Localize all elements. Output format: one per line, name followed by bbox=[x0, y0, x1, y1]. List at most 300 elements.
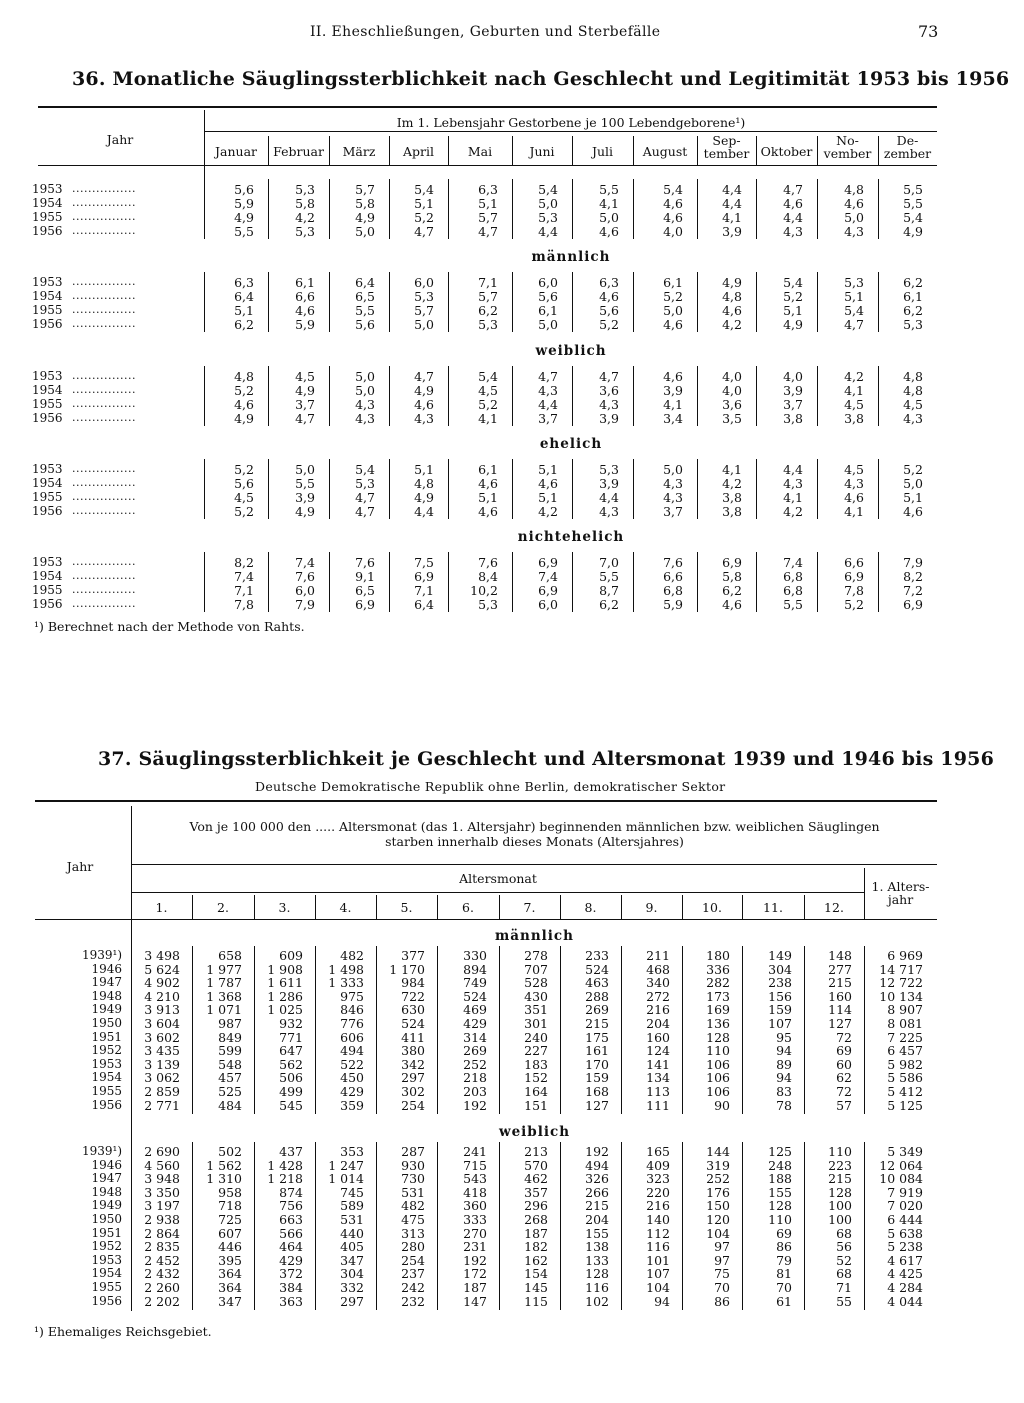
table37-cell: 707 bbox=[524, 961, 548, 977]
table37-cell: 1 908 bbox=[267, 961, 303, 977]
table36-cell: 4,6 bbox=[414, 397, 434, 412]
table37-cell: 61 bbox=[776, 1293, 792, 1309]
table36-cell: 4,9 bbox=[355, 210, 375, 225]
table37-cell: 204 bbox=[585, 1212, 609, 1227]
table37-cell: 192 bbox=[463, 1097, 487, 1113]
table37-cell: 543 bbox=[463, 1171, 487, 1187]
table37-cell: 771 bbox=[279, 1029, 303, 1045]
table36-span-header: Im 1. Lebensjahr Gestorbene je 100 Lebendgeborene¹) bbox=[396, 115, 746, 130]
table36-year-label: 1954 bbox=[32, 289, 63, 303]
table36-leader-dots: ................ bbox=[72, 504, 136, 517]
table36-cell: 5,5 bbox=[903, 182, 923, 197]
table36-cell: 4,1 bbox=[663, 397, 683, 412]
table37-year-label: 1949 bbox=[91, 1002, 122, 1017]
table36-cell: 4,2 bbox=[783, 504, 803, 519]
table37-cell: 2 771 bbox=[144, 1097, 180, 1113]
table37-cell: 106 bbox=[706, 1084, 730, 1099]
table37-cell: 330 bbox=[463, 948, 487, 963]
table37-altersjahr-header: 1. Alters- jahr bbox=[871, 879, 930, 907]
table37-cell: 609 bbox=[279, 948, 303, 963]
table37-month-header: 9. bbox=[645, 900, 658, 915]
table36-cell: 4,9 bbox=[903, 224, 923, 239]
table37-cell: 3 604 bbox=[144, 1016, 180, 1031]
table36-cell: 5,1 bbox=[844, 289, 864, 304]
table37-cell: 172 bbox=[463, 1266, 487, 1282]
table36-cell: 6,4 bbox=[414, 597, 434, 612]
table36-cell: 4,6 bbox=[599, 224, 619, 239]
table36-year-label: 1953 bbox=[32, 369, 63, 383]
table36-cell: 5,2 bbox=[478, 397, 498, 412]
table37-cell: 1 333 bbox=[328, 975, 364, 991]
table37-cell: 482 bbox=[340, 948, 364, 963]
table37-subtitle: Deutsche Demokratische Republik ohne Berlin, demokratischer Sektor bbox=[255, 779, 726, 794]
table37-cell: 874 bbox=[279, 1184, 303, 1200]
table36-cell: 3,8 bbox=[722, 490, 742, 505]
table36-year-label: 1954 bbox=[32, 476, 63, 490]
table36-cell: 4,4 bbox=[722, 196, 742, 211]
table37-span-rule bbox=[132, 864, 937, 865]
table37-cell: 429 bbox=[279, 1252, 303, 1268]
table36-cell: 6,1 bbox=[478, 462, 498, 477]
table36-cell: 4,0 bbox=[783, 369, 803, 384]
table36-cell: 3,6 bbox=[599, 383, 619, 398]
table37-cell: 106 bbox=[706, 1056, 730, 1072]
table36-month-header: Januar bbox=[215, 144, 257, 159]
table36-cell: 4,3 bbox=[538, 383, 558, 398]
table37-year-label: 1948 bbox=[91, 1184, 122, 1199]
table37-cell: 437 bbox=[279, 1144, 303, 1159]
table37-cell: 304 bbox=[340, 1266, 364, 1282]
table36-cell: 6,0 bbox=[538, 275, 558, 290]
table37-cell: 4 902 bbox=[144, 975, 180, 991]
table37-cell: 6 969 bbox=[887, 948, 923, 963]
table37-cell: 372 bbox=[279, 1266, 303, 1282]
table37-cell: 301 bbox=[524, 1016, 548, 1031]
table36-cell: 5,4 bbox=[783, 275, 803, 290]
table37-title: 37. Säuglingssterblichkeit je Geschlecht und Altersmonat 1939 und 1946 bis 1956 bbox=[98, 748, 994, 770]
table37-cell: 3 350 bbox=[144, 1184, 180, 1200]
table37-cell: 248 bbox=[768, 1157, 792, 1173]
table36-cell: 9,1 bbox=[355, 569, 375, 584]
table37-cell: 144 bbox=[706, 1144, 730, 1159]
table37-cell: 180 bbox=[706, 948, 730, 963]
table37-cell: 161 bbox=[585, 1043, 609, 1059]
table37-cell: 1 286 bbox=[267, 988, 303, 1004]
table37-cell: 418 bbox=[463, 1184, 487, 1200]
table36-cell: 6,6 bbox=[663, 569, 683, 584]
table37-cell: 107 bbox=[646, 1266, 670, 1282]
table36-cell: 4,7 bbox=[478, 224, 498, 239]
table36-cell: 5,0 bbox=[538, 317, 558, 332]
table37-cell: 987 bbox=[218, 1016, 242, 1031]
table36-cell: 5,0 bbox=[599, 210, 619, 225]
table37-cell: 133 bbox=[585, 1252, 609, 1268]
table37-cell: 68 bbox=[836, 1266, 852, 1282]
table36-top-rule-2 bbox=[38, 107, 937, 108]
table36-cell: 4,6 bbox=[663, 210, 683, 225]
table37-cell: 78 bbox=[776, 1097, 792, 1113]
table36-cell: 5,3 bbox=[355, 476, 375, 491]
table37-cell: 405 bbox=[340, 1239, 364, 1255]
table37-cell: 2 260 bbox=[144, 1280, 180, 1295]
table36-cell: 3,7 bbox=[663, 504, 683, 519]
table37-cell: 647 bbox=[279, 1043, 303, 1059]
table37-year-label: 1953 bbox=[91, 1056, 122, 1071]
table37-cell: 342 bbox=[401, 1056, 425, 1072]
table37-span-header-1: Von je 100 000 den ..... Altersmonat (das 1. Altersjahr) beginnenden männlichen bzw. weiblichen Säuglingen bbox=[189, 819, 880, 834]
table36-cell: 3,7 bbox=[538, 411, 558, 426]
table37-cell: 106 bbox=[706, 1070, 730, 1086]
table37-cell: 241 bbox=[463, 1144, 487, 1159]
table37-cell: 270 bbox=[463, 1225, 487, 1241]
table36-cell: 5,1 bbox=[903, 490, 923, 505]
table36-cell: 6,2 bbox=[234, 317, 254, 332]
table37-cell: 351 bbox=[524, 1002, 548, 1018]
table37-cell: 630 bbox=[401, 1002, 425, 1018]
table37-cell: 745 bbox=[340, 1184, 364, 1200]
table37-year-label: 1952 bbox=[91, 1043, 122, 1058]
table36-leader-dots: ................ bbox=[72, 411, 136, 424]
table37-cell: 440 bbox=[340, 1225, 364, 1241]
table37-month-header: 11. bbox=[763, 900, 783, 915]
table37-cell: 1 310 bbox=[206, 1171, 242, 1187]
table36-cell: 6,3 bbox=[599, 275, 619, 290]
table36-cell: 6,1 bbox=[538, 303, 558, 318]
table37-cell: 188 bbox=[768, 1171, 792, 1187]
table36-cell: 5,2 bbox=[663, 289, 683, 304]
table37-cell: 173 bbox=[706, 988, 730, 1004]
table36-cell: 5,0 bbox=[414, 317, 434, 332]
table36-cell: 4,6 bbox=[538, 476, 558, 491]
table37-cell: 663 bbox=[279, 1212, 303, 1227]
table36-cell: 4,0 bbox=[722, 369, 742, 384]
table36-cell: 5,1 bbox=[234, 303, 254, 318]
table37-cell: 288 bbox=[585, 988, 609, 1004]
table37-cell: 287 bbox=[401, 1144, 425, 1159]
table36-cell: 4,3 bbox=[355, 397, 375, 412]
table37-cell: 3 498 bbox=[144, 948, 180, 963]
table36-cell: 5,4 bbox=[903, 210, 923, 225]
table36-month-header: April bbox=[403, 144, 434, 159]
table37-cell: 72 bbox=[836, 1029, 852, 1045]
table36-year-label: 1956 bbox=[32, 504, 63, 518]
table36-cell: 5,9 bbox=[663, 597, 683, 612]
table36-cell: 6,9 bbox=[538, 583, 558, 598]
table37-cell: 5 982 bbox=[887, 1056, 923, 1072]
table37-cell: 2 835 bbox=[144, 1239, 180, 1255]
table36-cell: 5,2 bbox=[414, 210, 434, 225]
table36-leader-dots: ................ bbox=[72, 397, 136, 410]
table37-cell: 211 bbox=[646, 948, 670, 963]
table36-cell: 10,2 bbox=[470, 583, 498, 598]
table37-year-label: 1949 bbox=[91, 1198, 122, 1213]
table37-cell: 282 bbox=[706, 975, 730, 991]
table37-year-label: 1948 bbox=[91, 988, 122, 1003]
table37-cell: 506 bbox=[279, 1070, 303, 1086]
table37-cell: 204 bbox=[646, 1016, 670, 1031]
table36-cell: 5,6 bbox=[538, 289, 558, 304]
table37-year-label: 1954 bbox=[91, 1266, 122, 1281]
table37-year-label: 1956 bbox=[91, 1293, 122, 1308]
table36-span-rule bbox=[205, 131, 937, 132]
table36-cell: 5,6 bbox=[234, 476, 254, 491]
table37-cell: 3 197 bbox=[144, 1198, 180, 1214]
table37-cell: 128 bbox=[828, 1184, 852, 1200]
table37-year-header: Jahr bbox=[66, 859, 94, 874]
table37-cell: 160 bbox=[828, 988, 852, 1004]
table37-cell: 187 bbox=[463, 1280, 487, 1295]
table36-cell: 5,3 bbox=[478, 317, 498, 332]
table37-cell: 89 bbox=[776, 1056, 792, 1072]
table37-cell: 151 bbox=[524, 1097, 548, 1113]
table36-leader-dots: ................ bbox=[72, 196, 136, 209]
table36-leader-dots: ................ bbox=[72, 224, 136, 237]
table37-cell: 125 bbox=[768, 1144, 792, 1159]
table37-cell: 384 bbox=[279, 1280, 303, 1295]
table37-cell: 227 bbox=[524, 1043, 548, 1059]
table37-cell: 4 284 bbox=[887, 1280, 923, 1295]
table37-year-label: 1947 bbox=[91, 975, 122, 990]
table37-cell: 846 bbox=[340, 1002, 364, 1018]
table36-leader-dots: ................ bbox=[72, 182, 136, 195]
table36-cell: 4,4 bbox=[414, 504, 434, 519]
table36-cell: 4,1 bbox=[722, 210, 742, 225]
table36-cell: 7,2 bbox=[903, 583, 923, 598]
table36-cell: 5,2 bbox=[903, 462, 923, 477]
table37-cell: 1 428 bbox=[267, 1157, 303, 1173]
table36-cell: 7,8 bbox=[234, 597, 254, 612]
table36-leader-dots: ................ bbox=[72, 569, 136, 582]
table37-cell: 2 938 bbox=[144, 1212, 180, 1227]
table37-cell: 4 210 bbox=[144, 988, 180, 1004]
table37-month-header: 1. bbox=[155, 900, 168, 915]
table37-cell: 97 bbox=[714, 1239, 730, 1255]
table36-section-label: nichtehelich bbox=[517, 529, 625, 545]
table37-month-header: 2. bbox=[217, 900, 229, 915]
table36-cell: 4,9 bbox=[234, 411, 254, 426]
table37-cell: 463 bbox=[585, 975, 609, 991]
table36-cell: 4,6 bbox=[478, 476, 498, 491]
table37-cell: 482 bbox=[401, 1198, 425, 1214]
table37-cell: 469 bbox=[463, 1002, 487, 1018]
table37-year-label: 1946 bbox=[91, 1157, 122, 1172]
table36-cell: 5,7 bbox=[478, 210, 498, 225]
table36-cell: 6,2 bbox=[478, 303, 498, 318]
table36-cell: 7,8 bbox=[844, 583, 864, 598]
table36-cell: 5,3 bbox=[903, 317, 923, 332]
table37-cell: 5 412 bbox=[887, 1084, 923, 1099]
table36-cell: 4,3 bbox=[355, 411, 375, 426]
table36-cell: 4,6 bbox=[599, 289, 619, 304]
table37-altersmonat-rule bbox=[132, 892, 864, 893]
table37-cell: 69 bbox=[836, 1043, 852, 1059]
table36-cell: 4,2 bbox=[295, 210, 315, 225]
table36-cell: 5,7 bbox=[355, 182, 375, 197]
table36-cell: 5,1 bbox=[783, 303, 803, 318]
table37-cell: 71 bbox=[836, 1280, 852, 1295]
table37-cell: 101 bbox=[646, 1252, 670, 1268]
table36-cell: 5,3 bbox=[295, 182, 315, 197]
table37-cell: 411 bbox=[401, 1029, 425, 1045]
table36-cell: 4,5 bbox=[903, 397, 923, 412]
table36-cell: 4,8 bbox=[722, 289, 742, 304]
table37-cell: 231 bbox=[463, 1239, 487, 1255]
table37-cell: 94 bbox=[776, 1043, 792, 1059]
table37-section-label: männlich bbox=[495, 928, 574, 944]
table36-cell: 4,3 bbox=[844, 224, 864, 239]
table37-cell: 175 bbox=[585, 1029, 609, 1045]
table37-cell: 5 238 bbox=[887, 1239, 923, 1255]
table36-cell: 5,3 bbox=[295, 224, 315, 239]
table36-cell: 7,1 bbox=[234, 583, 254, 598]
table37-cell: 353 bbox=[340, 1144, 364, 1159]
table37-cell: 545 bbox=[279, 1097, 303, 1113]
table37-header-bottom-rule bbox=[35, 919, 937, 920]
table36-cell: 4,4 bbox=[599, 490, 619, 505]
table36-cell: 5,8 bbox=[355, 196, 375, 211]
table37-year-label: 1950 bbox=[91, 1016, 122, 1030]
table37-cell: 749 bbox=[463, 975, 487, 991]
table37-cell: 232 bbox=[401, 1293, 425, 1309]
table36-header-bottom-rule bbox=[38, 165, 937, 166]
table36-cell: 4,9 bbox=[414, 383, 434, 398]
table36-year-label: 1956 bbox=[32, 597, 63, 611]
table37-cell: 165 bbox=[646, 1144, 670, 1159]
table36-cell: 5,7 bbox=[414, 303, 434, 318]
table36-cell: 5,8 bbox=[295, 196, 315, 211]
table37-cell: 159 bbox=[585, 1070, 609, 1086]
table37-cell: 12 064 bbox=[879, 1157, 923, 1173]
table37-cell: 128 bbox=[585, 1266, 609, 1282]
table37-cell: 220 bbox=[646, 1184, 670, 1200]
table36-cell: 4,5 bbox=[844, 462, 864, 477]
table37-cell: 363 bbox=[279, 1293, 303, 1309]
table36-cell: 7,9 bbox=[903, 555, 923, 570]
table36-cell: 4,6 bbox=[722, 303, 742, 318]
table37-cell: 313 bbox=[401, 1225, 425, 1241]
table36-cell: 4,6 bbox=[478, 504, 498, 519]
table36-cell: 4,5 bbox=[234, 490, 254, 505]
table37-cell: 4 617 bbox=[887, 1252, 923, 1268]
table36-month-header: Sep- tember bbox=[703, 133, 750, 161]
table36-cell: 4,8 bbox=[234, 369, 254, 384]
table36-cell: 7,4 bbox=[538, 569, 558, 584]
table37-cell: 127 bbox=[828, 1016, 852, 1031]
table36-cell: 5,4 bbox=[844, 303, 864, 318]
table37-cell: 168 bbox=[585, 1084, 609, 1099]
table36-cell: 7,6 bbox=[478, 555, 498, 570]
table36-cell: 4,6 bbox=[234, 397, 254, 412]
table37-cell: 70 bbox=[776, 1280, 792, 1295]
table37-cell: 110 bbox=[768, 1212, 792, 1227]
table37-cell: 2 452 bbox=[144, 1252, 180, 1268]
table36-cell: 4,5 bbox=[295, 369, 315, 384]
table36-cell: 4,6 bbox=[722, 597, 742, 612]
table37-cell: 90 bbox=[714, 1097, 730, 1113]
table37-cell: 159 bbox=[768, 1002, 792, 1018]
table36-cell: 5,5 bbox=[234, 224, 254, 239]
table37-cell: 233 bbox=[585, 948, 609, 963]
table37-cell: 502 bbox=[218, 1144, 242, 1159]
table36-cell: 7,6 bbox=[663, 555, 683, 570]
table37-cell: 524 bbox=[585, 961, 609, 977]
table36-leader-dots: ................ bbox=[72, 275, 136, 288]
table36-cell: 4,7 bbox=[414, 224, 434, 239]
table37-cell: 364 bbox=[218, 1280, 242, 1295]
table37-cell: 182 bbox=[524, 1239, 548, 1255]
table37-cell: 5 638 bbox=[887, 1225, 923, 1241]
table37-cell: 62 bbox=[836, 1070, 852, 1086]
table37-cell: 297 bbox=[340, 1293, 364, 1309]
table37-cell: 127 bbox=[585, 1097, 609, 1113]
table37-cell: 894 bbox=[463, 961, 487, 977]
table36-footnote: ¹) Berechnet nach der Methode von Rahts. bbox=[34, 619, 305, 634]
table37-cell: 958 bbox=[218, 1184, 242, 1200]
table37-cell: 70 bbox=[714, 1280, 730, 1295]
table37-cell: 278 bbox=[524, 948, 548, 963]
table36-cell: 7,1 bbox=[478, 275, 498, 290]
table37-cell: 1 247 bbox=[328, 1157, 364, 1173]
table36-cell: 4,3 bbox=[414, 411, 434, 426]
table36-cell: 3,7 bbox=[295, 397, 315, 412]
table36-cell: 5,0 bbox=[538, 196, 558, 211]
table37-cell: 52 bbox=[836, 1252, 852, 1268]
table36-cell: 4,8 bbox=[844, 182, 864, 197]
table37-cell: 725 bbox=[218, 1212, 242, 1227]
table36-leader-dots: ................ bbox=[72, 555, 136, 568]
table37-cell: 5 349 bbox=[887, 1144, 923, 1159]
table37-cell: 1 071 bbox=[206, 1002, 242, 1018]
table37-cell: 570 bbox=[524, 1157, 548, 1173]
table36-cell: 4,7 bbox=[783, 182, 803, 197]
table37-cell: 323 bbox=[646, 1171, 670, 1187]
table36-cell: 7,6 bbox=[355, 555, 375, 570]
table37-cell: 6 457 bbox=[887, 1043, 923, 1059]
table36-cell: 4,6 bbox=[903, 504, 923, 519]
table36-cell: 5,2 bbox=[234, 462, 254, 477]
table37-cell: 277 bbox=[828, 961, 852, 977]
table37-cell: 215 bbox=[828, 975, 852, 991]
table36-cell: 6,5 bbox=[355, 583, 375, 598]
table37-cell: 2 690 bbox=[144, 1144, 180, 1159]
table37-cell: 524 bbox=[401, 1016, 425, 1031]
table37-cell: 525 bbox=[218, 1084, 242, 1099]
table36-title: 36. Monatliche Säuglingssterblichkeit nach Geschlecht und Legitimität 1953 bis 1956 bbox=[72, 68, 1010, 90]
table37-cell: 149 bbox=[768, 948, 792, 963]
table36-cell: 4,4 bbox=[538, 397, 558, 412]
table36-cell: 4,6 bbox=[663, 196, 683, 211]
table36-cell: 5,6 bbox=[355, 317, 375, 332]
table37-cell: 7 225 bbox=[887, 1029, 923, 1045]
table36-cell: 5,0 bbox=[844, 210, 864, 225]
table36-cell: 4,7 bbox=[538, 369, 558, 384]
table37-cell: 3 062 bbox=[144, 1070, 180, 1086]
table37-cell: 14 717 bbox=[879, 961, 923, 977]
table37-cell: 147 bbox=[463, 1293, 487, 1309]
table37-month-header: 3. bbox=[278, 900, 291, 915]
table37-cell: 395 bbox=[218, 1252, 242, 1268]
table37-cell: 347 bbox=[218, 1293, 242, 1309]
table37-cell: 562 bbox=[279, 1056, 303, 1072]
table37-cell: 57 bbox=[836, 1097, 852, 1113]
table36-cell: 5,3 bbox=[538, 210, 558, 225]
table36-cell: 7,4 bbox=[234, 569, 254, 584]
table36-cell: 6,3 bbox=[478, 182, 498, 197]
table36-cell: 4,6 bbox=[844, 196, 864, 211]
table37-cell: 60 bbox=[836, 1056, 852, 1072]
table36-cell: 5,9 bbox=[295, 317, 315, 332]
table36-cell: 5,2 bbox=[234, 504, 254, 519]
